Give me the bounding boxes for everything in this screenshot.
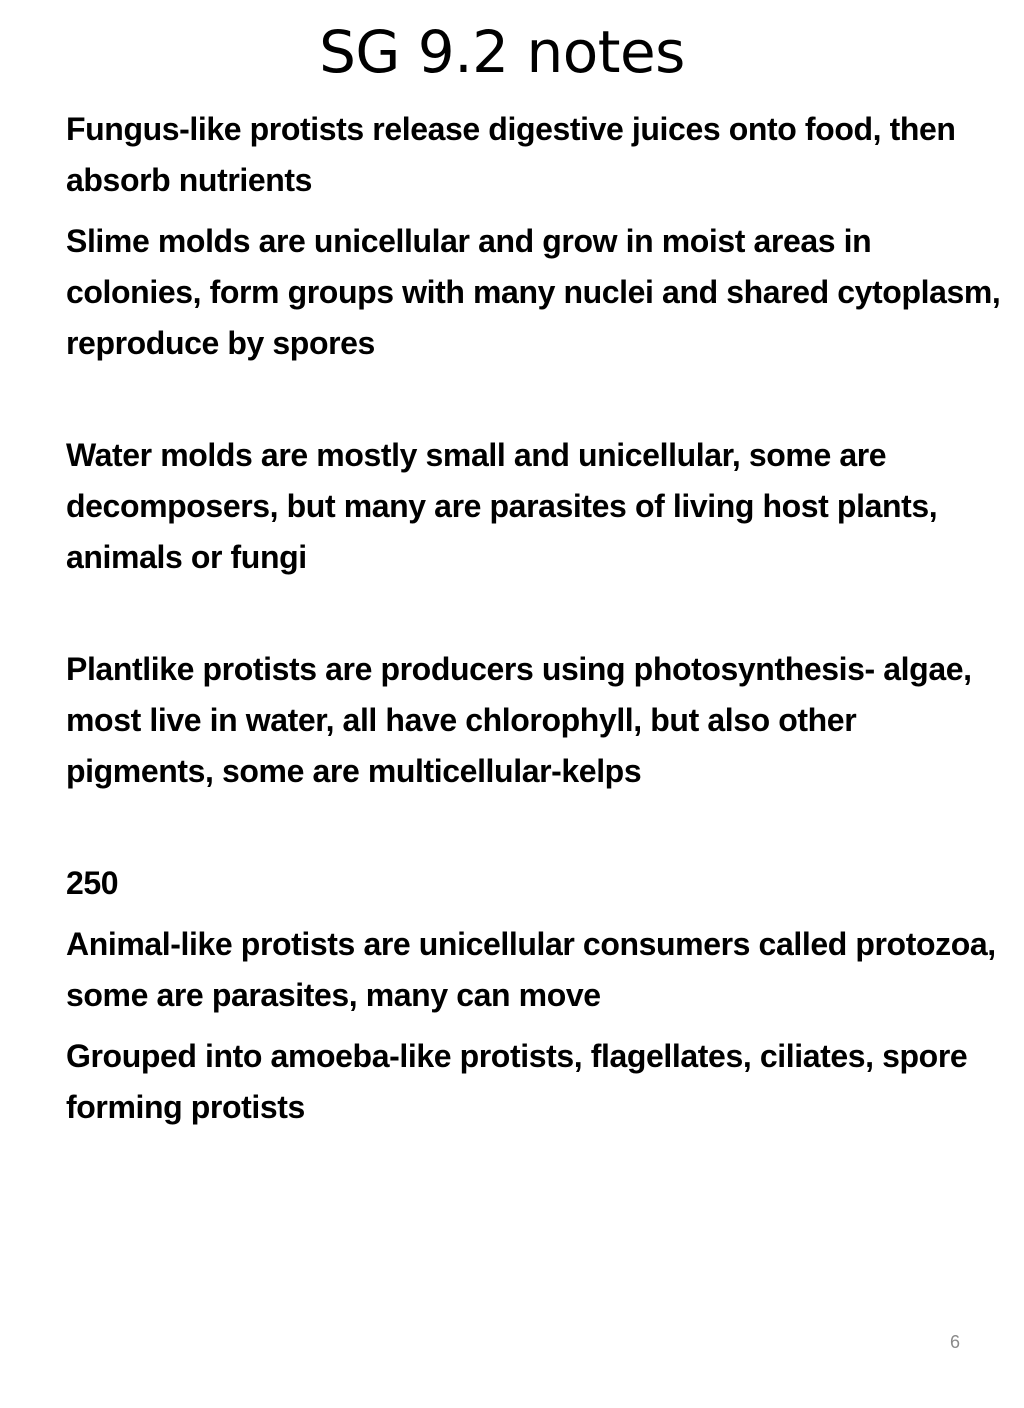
note-slime-molds: Slime molds are unicellular and grow in moist areas in colonies, form groups with many nuclei and shared cytoplasm, reproduce by spores	[66, 223, 1001, 361]
spacer	[66, 1021, 1006, 1031]
spacer	[66, 583, 1006, 644]
note-fungus-like-protists: Fungus-like protists release digestive juices onto food, then absorb nutrients	[66, 111, 956, 198]
page-number: 6	[949, 1332, 960, 1352]
slide-body	[66, 104, 1006, 1133]
spacer	[66, 206, 1006, 216]
note-animal-like-protists: Animal-like protists are unicellular consumers called protozoa, some are parasites, many can move	[66, 926, 996, 1013]
spacer	[66, 797, 1006, 858]
note-protist-groups: Grouped into amoeba-like protists, flagellates, ciliates, spore forming protists	[66, 1038, 968, 1125]
spacer	[66, 909, 1006, 919]
note-page-reference: 250	[66, 865, 119, 901]
spacer	[66, 369, 1006, 430]
note-water-molds: Water molds are mostly small and unicellular, some are decomposers, but many are parasites of living host plants, animals or fungi	[66, 437, 938, 575]
note-plantlike-protists: Plantlike protists are producers using photosynthesis- algae, most live in water, all have chlorophyll, but also other pigments, some are multicellular-kelps	[66, 651, 972, 789]
slide-title: SG 9.2 notes	[319, 18, 685, 86]
